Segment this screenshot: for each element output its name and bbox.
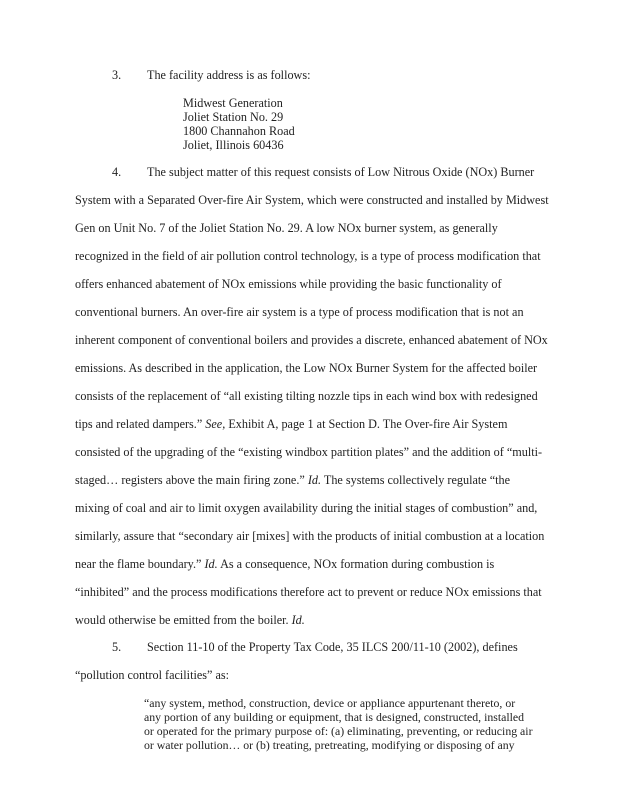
para-4-number: 4. — [112, 165, 122, 179]
quote-line-4: or water pollution… or (b) treating, pretreating, modifying or disposing of any — [144, 738, 515, 752]
para-4-line-16: “inhibited” and the process modifications therefore act to prevent or reduce NOx emissions that — [75, 585, 542, 599]
para-4-line-5: offers enhanced abatement of NOx emissions while providing the basic functionality of — [75, 277, 502, 291]
citation-id: Id. — [204, 557, 218, 571]
para-4-line-13: mixing of coal and air to limit oxygen availability during the initial stages of combustion” and, — [75, 501, 538, 515]
para-4-line-11: consisted of the upgrading of the “existing windbox partition plates” and the addition of “multi- — [75, 445, 543, 459]
citation-id: Id. — [307, 473, 322, 487]
citation-see: See, — [205, 417, 226, 431]
para-4-line-2: System with a Separated Over-fire Air System, which were constructed and installed by Midwest — [75, 193, 549, 207]
para-4-line-4: recognized in the field of air pollution control technology, is a type of process modification that — [75, 249, 541, 263]
para-5-line-2: “pollution control facilities” as: — [75, 668, 229, 682]
para-4-line-8: emissions. As described in the application, the Low NOx Burner System for the affected boiler — [75, 361, 538, 375]
text-run: Exhibit A, page 1 at Section D. The Over-fire Air System — [225, 417, 508, 431]
para-3-intro: The facility address is as follows: — [147, 68, 311, 82]
text-run: The systems collectively regulate “the — [321, 473, 511, 487]
para-4-line-6: conventional burners. An over-fire air system is a type of process modification that is not an — [75, 305, 524, 319]
para-4-line-1: The subject matter of this request consists of Low Nitrous Oxide (NOx) Burner — [147, 165, 535, 179]
para-3-number: 3. — [112, 68, 122, 82]
citation-id: Id. — [291, 613, 305, 627]
text-run: tips and related dampers.” — [75, 417, 206, 431]
quote-line-3: or operated for the primary purpose of: (a) eliminating, preventing, or reducing air — [144, 724, 533, 738]
para-4-line-9: consists of the replacement of “all existing tilting nozzle tips in each wind box with redesigned — [75, 389, 538, 403]
para-4-line-10 — [75, 417, 507, 431]
quote-line-1: “any system, method, construction, device or appliance appurtenant thereto, or — [144, 696, 516, 710]
para-5-number: 5. — [112, 640, 122, 654]
para-4-line-7: inherent component of conventional boilers and provides a discrete, enhanced abatement of NOx — [75, 333, 548, 347]
quote-line-2: any portion of any building or equipment, that is designed, constructed, installed — [144, 710, 525, 724]
para-4-line-17 — [75, 613, 305, 627]
para-4-line-14: similarly, assure that “secondary air [mixes] with the products of initial combustion at a location — [75, 529, 545, 543]
para-4-line-15 — [75, 557, 494, 571]
address-line-4: Joliet, Illinois 60436 — [183, 138, 284, 152]
address-line-3: 1800 Channahon Road — [183, 124, 295, 138]
text-run: As a consequence, NOx formation during combustion is — [217, 557, 495, 571]
address-line-1: Midwest Generation — [183, 96, 283, 110]
text-run: would otherwise be emitted from the boiler. — [75, 613, 292, 627]
para-4-line-3: Gen on Unit No. 7 of the Joliet Station No. 29. A low NOx burner system, as generally — [75, 221, 498, 235]
para-5-line-1: Section 11-10 of the Property Tax Code, 35 ILCS 200/11-10 (2002), defines — [147, 640, 518, 654]
para-4-line-12 — [75, 473, 510, 487]
text-run: staged… registers above the main firing zone.” — [75, 473, 308, 487]
text-run: near the flame boundary.” — [75, 557, 205, 571]
address-line-2: Joliet Station No. 29 — [183, 110, 284, 124]
